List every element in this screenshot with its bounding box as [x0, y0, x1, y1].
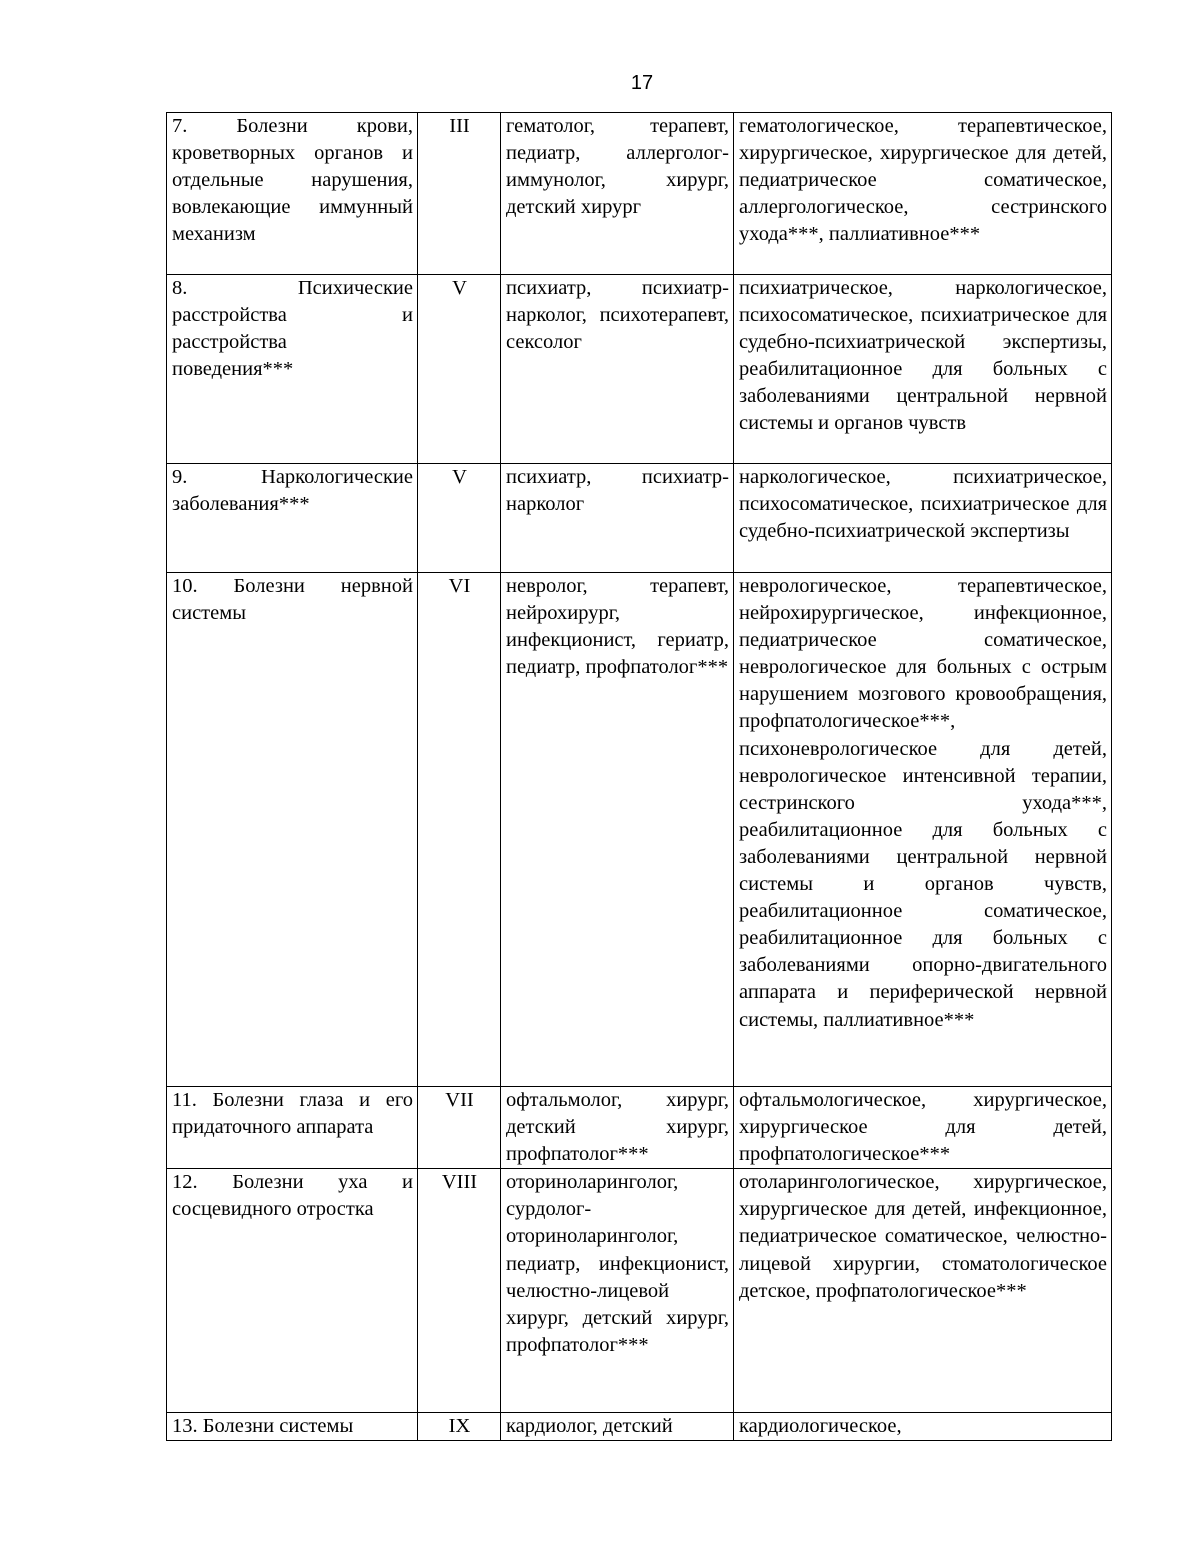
departments-cell: кардиологическое, [734, 1413, 1112, 1441]
disease-cell: 12. Болезни уха и сосцевидного отростка [167, 1169, 418, 1413]
specialty-table [166, 112, 1112, 1441]
table-row [167, 464, 1112, 573]
departments-cell: неврологическое, терапевтическое, нейрохирургическое, инфекционное, педиатрическое соматическое, неврологическое для больных с острым нарушением мозгового кровообращения, профпатологическое***, психоневрологическое для детей, неврологическое интенсивной терапии, сестринского ухода***, реабилитационное для больных с заболеваниями центральной нервной системы и органов чувств, реабилитационное соматическое, реабилитационное для больных с заболеваниями опорно-двигательного аппарата и периферической нервной системы, паллиативное*** [734, 573, 1112, 1087]
disease-cell: 10. Болезни нервной системы [167, 573, 418, 1087]
specialists-cell: офтальмолог, хирург, детский хирург, профпатолог*** [501, 1087, 734, 1169]
departments-cell: отоларингологическое, хирургическое, хирургическое для детей, инфекционное, педиатрическое соматическое, челюстно-лицевой хирургии, стоматологическое детское, профпатологическое*** [734, 1169, 1112, 1413]
table-row [167, 275, 1112, 464]
class-cell: VIII [418, 1169, 501, 1413]
table-row [167, 1413, 1112, 1441]
specialists-cell: невролог, терапевт, нейрохирург, инфекционист, гериатр, педиатр, профпатолог*** [501, 573, 734, 1087]
table-row [167, 1169, 1112, 1413]
class-cell: V [418, 275, 501, 464]
table-row [167, 113, 1112, 275]
table-row [167, 1087, 1112, 1169]
class-cell: VI [418, 573, 501, 1087]
table-row [167, 573, 1112, 1087]
disease-cell: 9. Наркологические заболевания*** [167, 464, 418, 573]
departments-cell: офтальмологическое, хирургическое, хирургическое для детей, профпатологическое*** [734, 1087, 1112, 1169]
disease-cell: 13. Болезни системы [167, 1413, 418, 1441]
class-cell: VII [418, 1087, 501, 1169]
disease-cell: 7. Болезни крови, кроветворных органов и отдельные нарушения, вовлекающие иммунный механизм [167, 113, 418, 275]
class-cell: IX [418, 1413, 501, 1441]
disease-cell: 8. Психические расстройства и расстройства поведения*** [167, 275, 418, 464]
page-number: 17 [630, 72, 654, 94]
specialists-cell: кардиолог, детский [501, 1413, 734, 1441]
class-cell: V [418, 464, 501, 573]
departments-cell: гематологическое, терапевтическое, хирургическое, хирургическое для детей, педиатрическое соматическое, аллергологическое, сестринского ухода***, паллиативное*** [734, 113, 1112, 275]
specialists-cell: психиатр, психиатр-нарколог [501, 464, 734, 573]
departments-cell: наркологическое, психиатрическое, психосоматическое, психиатрическое для судебно-психиатрической экспертизы [734, 464, 1112, 573]
specialists-cell: оториноларинголог, сурдолог-оториноларинголог, педиатр, инфекционист, челюстно-лицевой хирург, детский хирург, профпатолог*** [501, 1169, 734, 1413]
disease-cell: 11. Болезни глаза и его придаточного аппарата [167, 1087, 418, 1169]
departments-cell: психиатрическое, наркологическое, психосоматическое, психиатрическое для судебно-психиатрической экспертизы, реабилитационное для больных с заболеваниями центральной нервной системы и органов чувств [734, 275, 1112, 464]
specialists-cell: психиатр, психиатр-нарколог, психотерапевт, сексолог [501, 275, 734, 464]
specialists-cell: гематолог, терапевт, педиатр, аллерголог-иммунолог, хирург, детский хирург [501, 113, 734, 275]
class-cell: III [418, 113, 501, 275]
